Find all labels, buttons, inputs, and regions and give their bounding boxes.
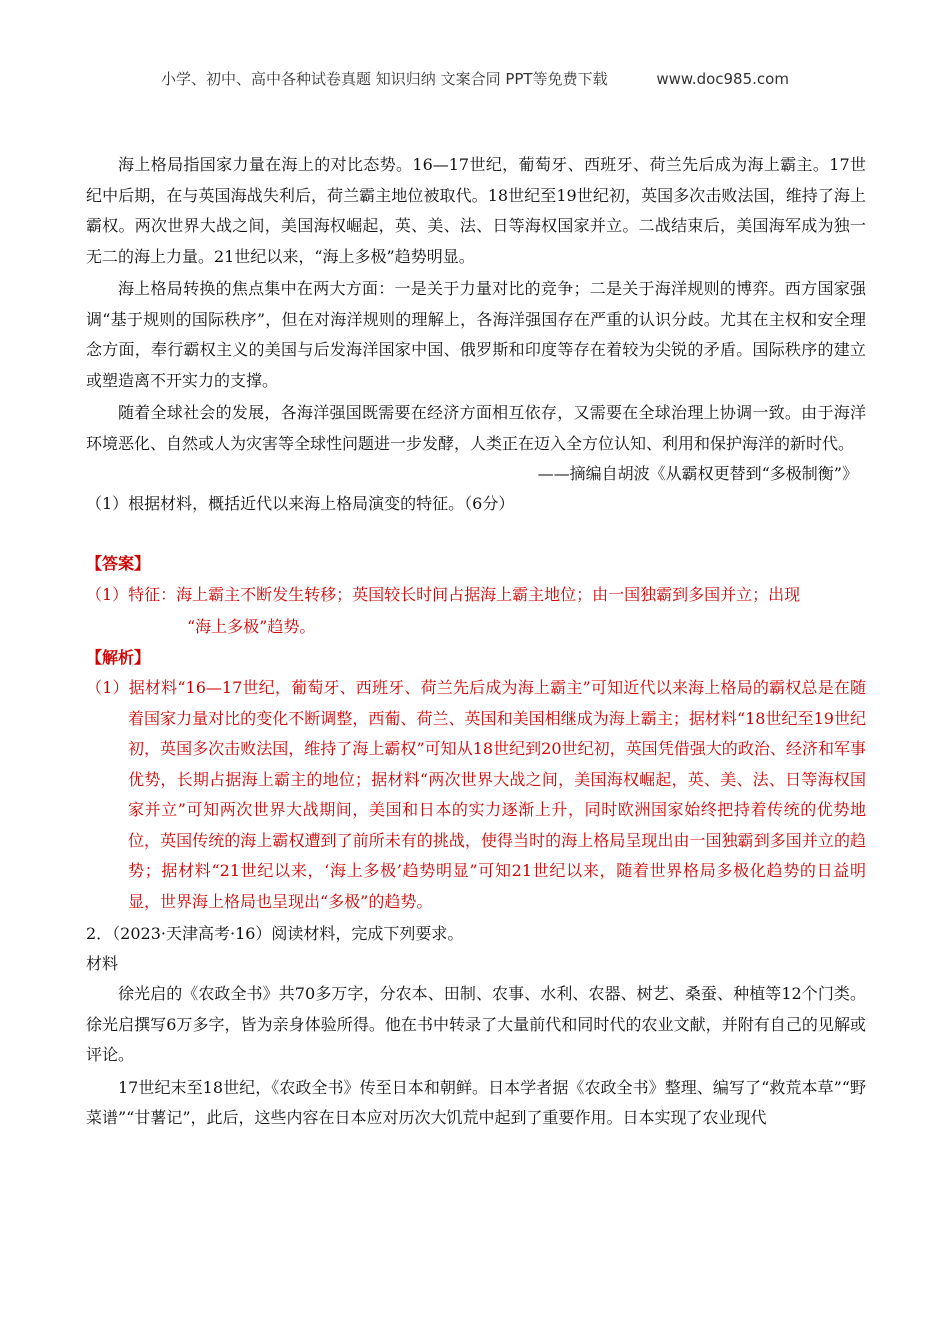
page-header xyxy=(0,68,950,89)
material-paragraph: 海上格局转换的焦点集中在两大方面：一是关于力量对比的竞争；二是关于海洋规则的博弈。西方国家强调“基于规则的国际秩序”，但在对海洋规则的理解上，各海洋强国存在严重的认识分歧。尤其在主权和安全理念方面，奉行霸权主义的美国与后发海洋国家中国、俄罗斯和印度等存在着较为尖锐的矛盾。国际秩序的建立或塑造离不开实力的支撑。 xyxy=(86,279,866,390)
document-body xyxy=(86,150,866,1134)
analysis-tag: 【解析】 xyxy=(86,648,151,667)
material-paragraph: 海上格局指国家力量在海上的对比态势。16—17世纪，葡萄牙、西班牙、荷兰先后成为海上霸主。17世纪中后期，在与英国海战失利后，荷兰霸主地位被取代。18世纪至19世纪初，英国多次击败法国，维持了海上霸权。两次世界大战之间，美国海权崛起，英、美、法、日等海权国家并立。二战结束后，美国海军成为独一无二的海上力量。21世纪以来，“海上多极”趋势明显。 xyxy=(86,155,866,266)
header-site-link[interactable]: www.doc985.com xyxy=(656,70,789,88)
material-citation: ——摘编自胡波《从霸权更替到“多极制衡”》 xyxy=(537,464,858,483)
question-2-title: 2．（2023·天津高考·16）阅读材料，完成下列要求。 xyxy=(86,924,464,943)
question-2-paragraph: 17世纪末至18世纪，《农政全书》传至日本和朝鲜。日本学者据《农政全书》整理、编写了“救荒本草”“野菜谱”“甘薯记”，此后，这些内容在日本应对历次大饥荒中起到了重要作用。日本实现了农业现代 xyxy=(86,1077,866,1127)
answer-line-2: “海上多极”趋势。 xyxy=(187,617,316,636)
material-label: 材料 xyxy=(86,954,119,973)
question-2-paragraph: 徐光启的《农政全书》共70多万字，分农本、田制、农事、水利、农器、树艺、桑蚕、种植等12个门类。徐光启撰写6万多字，皆为亲身体验所得。他在书中转录了大量前代和同时代的农业文献，并附有自己的见解或评论。 xyxy=(86,984,866,1064)
question-1: （1）根据材料，概括近代以来海上格局演变的特征。（6分） xyxy=(86,494,515,513)
header-text: 小学、初中、高中各种试卷真题 知识归纳 文案合同 PPT等免费下载 xyxy=(161,70,608,88)
analysis-text: （1）据材料“16—17世纪，葡萄牙、西班牙、荷兰先后成为海上霸主”可知近代以来海上格局的霸权总是在随着国家力量对比的变化不断调整，西葡、荷兰、英国和美国相继成为海上霸主；据材料“18世纪至19世纪初，英国多次击败法国，维持了海上霸权”可知从18世纪到20世纪初，英国凭借强大的政治、经济和军事优势，长期占据海上霸主的地位；据材料“两次世界大战之间，美国海权崛起，英、美、法、日等海权国家并立”可知两次世界大战期间，美国和日本的实力逐渐上升，同时欧洲国家始终把持着传统的优势地位，英国传统的海上霸权遭到了前所未有的挑战，使得当时的海上格局呈现出由一国独霸到多国并立的趋势；据材料“21世纪以来，‘海上多极’趋势明显”可知21世纪以来，随着世界格局多极化趋势的日益明显，世界海上格局也呈现出“多极”的趋势。 xyxy=(86,678,866,911)
answer-block xyxy=(86,579,866,643)
answer-tag: 【答案】 xyxy=(86,554,151,573)
answer-line-1: （1）特征：海上霸主不断发生转移；英国较长时间占据海上霸主地位；由一国独霸到多国并立；出现 xyxy=(86,585,801,604)
material-paragraph: 随着全球社会的发展，各海洋强国既需要在经济方面相互依存，又需要在全球治理上协调一致。由于海洋环境恶化、自然或人为灾害等全球性问题进一步发酵，人类正在迈入全方位认知、利用和保护海洋的新时代。 xyxy=(86,403,866,453)
